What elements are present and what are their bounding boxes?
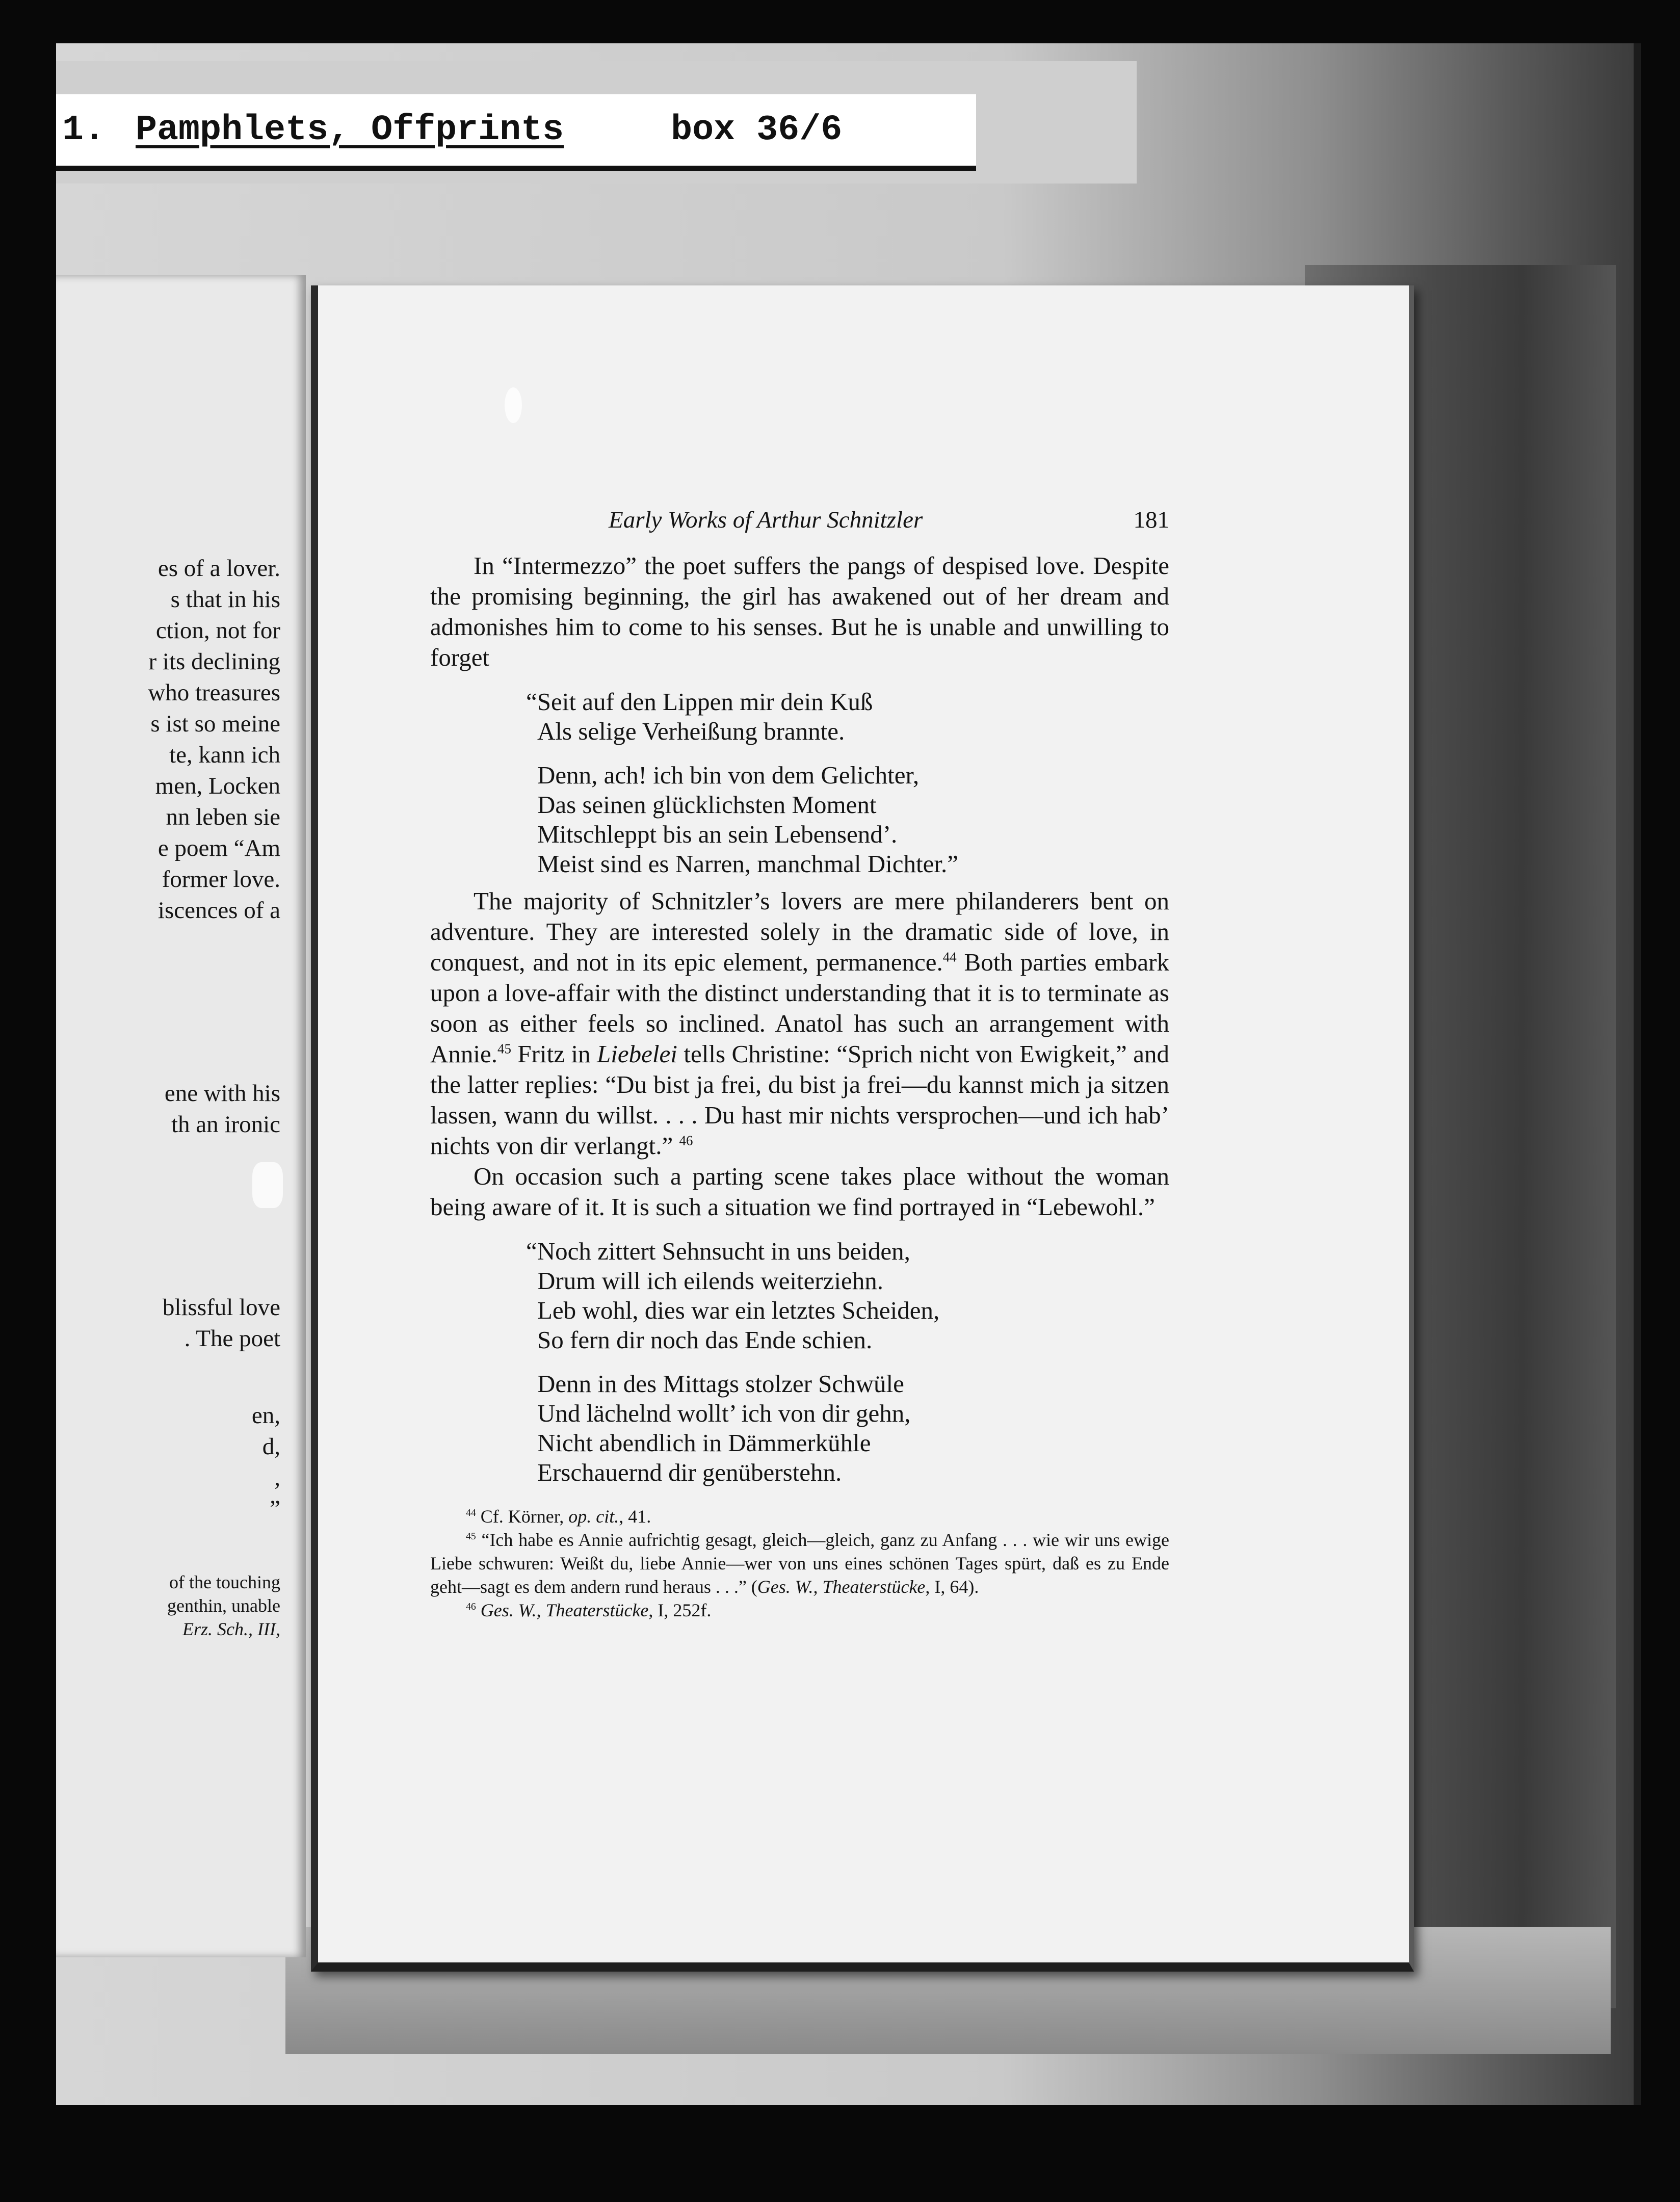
running-head [430,505,1169,535]
footnote-italic: Ges. W., Theaterstücke [480,1600,649,1620]
verse-line: Meist sind es Narren, manchmal Dichter.” [537,850,958,878]
facing-line: former love. [162,866,280,893]
verse-line: Das seinen glücklichsten Moment [537,791,877,819]
footnote-45 [430,1528,1169,1598]
footnotes [430,1505,1169,1622]
facing-line: ene with his [164,1080,280,1107]
facing-footnote-line: genthin, unable [167,1595,280,1616]
facing-line: es of a lover. [158,555,280,582]
archive-series: Pamphlets, Offprints [136,110,564,150]
paragraph-lebewohl: On occasion such a parting scene takes place without the woman being aware of it. It is such a situation we find portrayed in “Lebewohl.” [430,1162,1169,1221]
facing-line: men, Locken [155,773,280,799]
verse-line: Denn in des Mittags stolzer Schwüle [537,1370,904,1398]
facing-line: s ist so meine [150,711,280,737]
footnote-text: Cf. Körner, [480,1506,569,1527]
footnote-ref: 44 [942,949,957,965]
page-text [430,505,1169,1622]
stanza [537,1369,1169,1487]
verse-line: “Seit auf den Lippen mir dein Kuß [526,688,873,716]
facing-line: th an ironic [171,1111,280,1138]
verse-line: Leb wohl, dies war ein letztes Scheiden, [537,1296,940,1324]
footnote-text: , 41. [619,1506,651,1527]
scan-speck [252,1162,283,1208]
facing-line: ” [270,1496,280,1522]
verse-line: Denn, ach! ich bin von dem Gelichter, [537,761,920,789]
footnote-46 [430,1598,1169,1622]
footnote-ref: 46 [679,1133,693,1148]
facing-line: , [274,1464,280,1491]
page-number: 181 [1133,507,1169,533]
footnote-italic: op. cit. [568,1506,619,1527]
verse-line: So fern dir noch das Ende schien. [537,1326,873,1354]
archive-label [56,94,976,171]
facing-page-text [56,553,280,1641]
footnote-44 [430,1505,1169,1528]
footnote-ref: 45 [497,1041,511,1057]
offprint-page [311,285,1414,1972]
paragraph-text: tells Christine: “Sprich nicht von Ewigkeit,” and the latter replies: “Du bist ja frei, du bist ja frei—du kannst mich ja sitzen lassen, wann du willst. . . . Du hast mir nichts versprochen—und ich hab’ nichts von dir verlangt.” [430,1040,1169,1160]
footnote-number: 45 [466,1531,476,1542]
poem-lebewohl [526,1237,1169,1487]
facing-line: r its declining [148,648,280,675]
footnote-number: 46 [466,1601,476,1612]
facing-line: s that in his [170,586,280,613]
paragraph-text: Both parties embark upon a love-affair with the distinct understanding that it is to terminate as soon as either feels so inclined. Anatol has such an arrangement with Annie. [430,948,1169,1068]
facing-line: who treasures [148,679,280,706]
footnote-text: “Ich habe es Annie aufrichtig gesagt, gleich—gleich, ganz zu Anfang . . . wie wir uns ewige Liebe schwuren: Weißt du, liebe Annie—wer von uns eines schönen Tages spürt, daß es zu Ende geht—sagt es dem andern rund heraus . . .” ( [430,1530,1169,1597]
verse-line: Und lächelnd wollt’ ich von dir gehn, [537,1399,911,1427]
facing-line: . The poet [184,1325,280,1352]
paragraph-philanderers [430,886,1169,1161]
running-title: Early Works of Arthur Schnitzler [609,507,923,533]
paragraph-text: Fritz in [511,1040,597,1068]
footnote-text: , I, 252f. [648,1600,712,1620]
verse-line: Mitschleppt bis an sein Lebensend’. [537,820,898,848]
facing-page-fragment [56,275,306,1957]
stanza [526,1237,1169,1355]
facing-line: ction, not for [155,617,280,644]
scan-speck [505,387,522,423]
poem-intermezzo [526,687,1169,879]
facing-line: blissful love [162,1294,280,1321]
facing-line: en, [251,1402,280,1429]
facing-line: d, [262,1433,280,1460]
stanza [526,687,1169,746]
facing-line: e poem “Am [158,835,280,861]
paragraph-text: The majority of Schnitzler’s lovers are mere philanderers bent on adventure. They are interested solely in the dramatic side of love, in conquest, and not in its epic element, permanence. [430,887,1169,976]
verse-line: Drum will ich eilends weiterziehn. [537,1267,883,1295]
archive-box: box 36/6 [671,110,843,150]
italic-title: Liebelei [597,1040,677,1068]
verse-line: Als selige Verheißung brannte. [537,717,845,745]
footnote-text: , I, 64). [925,1577,979,1597]
verse-line: “Noch zittert Sehnsucht in uns beiden, [526,1237,910,1265]
footnote-number: 44 [466,1507,476,1518]
verse-line: Erschauernd dir genüberstehn. [537,1458,842,1486]
facing-line: nn leben sie [166,804,280,830]
facing-line: iscences of a [158,897,280,924]
paragraph-intermezzo: In “Intermezzo” the poet suffers the pangs of despised love. Despite the promising beginning, the girl has awakened out of her dream and admonishes him to come to his senses. But he is unable and unwilling to forget [430,552,1169,671]
facing-footnote-line: of the touching [169,1572,280,1592]
archive-number: 1. [62,110,106,150]
footnote-italic: Ges. W., Theaterstücke [757,1577,926,1597]
facing-line: te, kann ich [169,742,280,768]
verse-line: Nicht abendlich in Dämmerkühle [537,1429,871,1457]
stanza [537,761,1169,879]
facing-footnote-line: Erz. Sch., III, [182,1619,280,1639]
